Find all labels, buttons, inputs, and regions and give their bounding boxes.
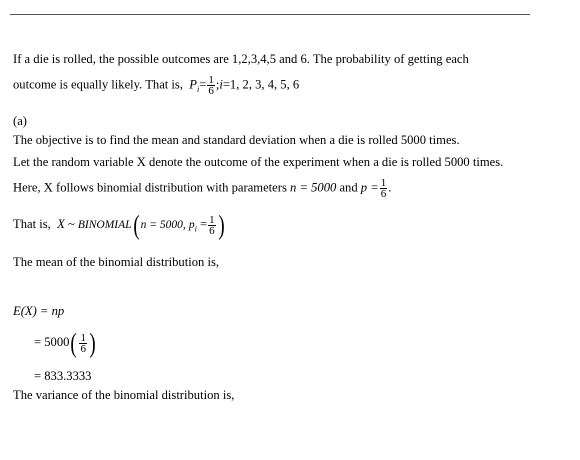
left-paren: ( [132, 210, 140, 240]
intro-sentence-2 [13, 75, 299, 97]
variance-intro-text: The variance of the binomial distribution is, [13, 388, 235, 402]
fraction-denominator: 6 [208, 85, 214, 97]
probability-fraction [207, 75, 215, 96]
p-expression: p = [360, 180, 379, 195]
p-fraction-numerator: 1 [380, 177, 387, 189]
p-variable-equals: = [200, 216, 208, 231]
fraction-numerator: 1 [208, 74, 214, 86]
x-distribution: X ~ [57, 216, 75, 231]
part-label: (a) [13, 114, 27, 128]
mean-calculation-line [34, 330, 97, 356]
semicolon: ; [215, 77, 220, 92]
top-divider [10, 14, 530, 15]
objective-text: The objective is to find the mean and standard deviation when a die is rolled 5000 times. [13, 133, 460, 147]
expected-value-line: E(X) = np [13, 304, 65, 318]
mean-calculation-prefix: = 5000 [34, 334, 70, 349]
p-subscript: i [196, 84, 200, 94]
n-expression: n = 5000 [290, 180, 337, 195]
intro-sentence-2-text: outcome is equally likely. That is, [13, 77, 183, 92]
binomial-parameters-text: Here, X follows binomial distribution with parameters [13, 180, 287, 195]
mean-fraction-denominator: 6 [80, 342, 86, 355]
period: . [388, 180, 392, 195]
mean-fraction-numerator: 1 [80, 331, 86, 344]
mean-left-paren: ( [70, 328, 78, 358]
mean-fraction [79, 333, 87, 354]
random-variable-text: Let the random variable X denote the outcome of the experiment when a die is rolled 5000 times. [13, 155, 504, 169]
p-variable-fraction-numerator: 1 [209, 213, 215, 226]
mean-intro-text: The mean of the binomial distribution is, [13, 255, 220, 269]
p-variable: p [188, 218, 195, 231]
index-range: =1, 2, 3, 4, 5, 6 [222, 77, 300, 92]
p-variable-fraction [208, 215, 216, 236]
mean-right-paren: ) [89, 328, 96, 358]
right-paren: ) [217, 210, 225, 240]
mean-result: = 833.3333 [34, 369, 92, 383]
intro-sentence-1: If a die is rolled, the possible outcomes are 1,2,3,4,5 and 6. The probability of getting each [13, 52, 469, 66]
n-part: n = 5000, [140, 218, 186, 231]
that-is-line [13, 212, 226, 238]
index-variable: i [219, 77, 223, 92]
p-fraction [380, 178, 388, 199]
and-text: and [339, 180, 358, 195]
p-variable-fraction-denominator: 6 [209, 224, 215, 237]
p-symbol: P [189, 77, 197, 92]
binomial-label: BINOMIAL [77, 218, 132, 231]
binomial-parameters-line [13, 178, 391, 204]
p-equals: = [199, 77, 207, 92]
p-fraction-denominator: 6 [380, 188, 387, 200]
that-is-text: That is, [13, 216, 51, 231]
p-variable-subscript: i [194, 224, 197, 234]
